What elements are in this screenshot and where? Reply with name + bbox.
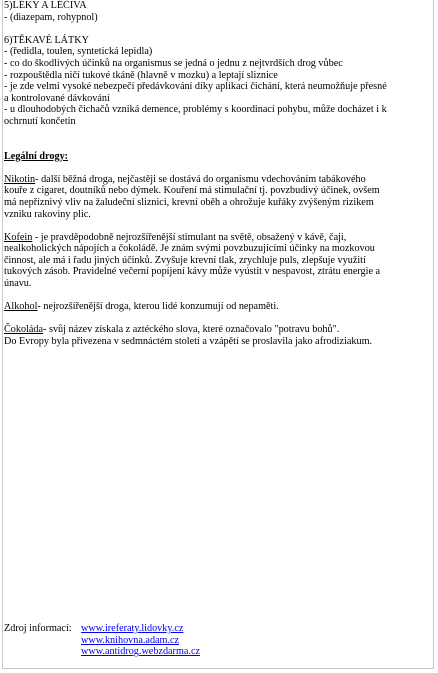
section-6-line: a kontrolované dávkování — [4, 92, 110, 104]
section-5-line: - (diazepam, rohypnol) — [4, 11, 98, 23]
kofein-line: tukových zásob. Pravidelné večerní popíjení kávy může vyústit v nespavost, ztrátu energie a — [4, 266, 381, 278]
nikotin-line: Nikotin- další běžná droga, nejčastěji se dostává do organismu vdechováním tabákového — [4, 173, 366, 185]
section-6-line: - je zde velmi vysoké nebezpečí předávkování díky aplikaci čichání, která neumožňuje přesné — [4, 81, 387, 93]
section-6-line: - co do škodlivých účinků na organismus se jedná o jednu z nejtvrdších drog vůbec — [4, 57, 343, 69]
section-5-title: 5)LÉKY A LÉČIVA — [4, 0, 87, 11]
sources-block — [4, 623, 424, 658]
nikotin-line: vzniku rakoviny plic. — [4, 208, 91, 220]
kofein-term: Kofein — [4, 231, 33, 243]
kofein-line: činnost, ale má i řadu jiných účinků. Zvyšuje krevní tlak, zrychluje puls, zlepšuje využití — [4, 254, 366, 266]
section-6-line: - rozpouštědla ničí tukové tkáně (hlavně v mozku) a leptají sliznice — [4, 69, 278, 81]
nikotin-line: má nepříznivý vliv na žaludeční sliznici, krevní oběh a ohrožuje kuřáky zvýšeným rizikem — [4, 196, 374, 208]
sources-label: Zdroj informací: — [4, 623, 72, 634]
kofein-line: Kofein - je pravděpodobně nejrozšířenější stimulant na světě, obsažený v kávě, čaji, — [4, 231, 347, 243]
alkohol-line: Alkohol- nejrozšířenější droga, kterou lidé konzumují od nepaměti. — [4, 301, 279, 313]
cokolada-term: Čokoláda — [4, 324, 44, 336]
kofein-line: únavu. — [4, 278, 32, 290]
section-6-line: ochrnutí končetin — [4, 115, 76, 127]
cokolada-line: Do Evropy byla přivezena v sedmnáctém století a vzápětí se proslavila jako afrodiziakum. — [4, 336, 373, 348]
source-link-knihovna[interactable]: www.knihovna.adam.cz — [81, 634, 180, 646]
section-6-title: 6)TĚKAVÉ LÁTKY — [4, 34, 89, 46]
section-6-line: - u dlouhodobých čichačů vzniká demence, problémy s koordinací pohybu, může docházet i k — [4, 104, 387, 116]
section-6-line: - (ředidla, toulen, syntetická lepidla) — [4, 46, 153, 58]
document-body — [4, 0, 434, 348]
nikotin-line: kouře z cigaret, doutníků nebo dýmek. Kouření má stimulační tj. povzbudivý účinek, ovšem — [4, 185, 380, 197]
legal-drugs-heading: Legální drogy: — [4, 150, 69, 162]
source-link-ireferaty[interactable]: www.ireferaty.lidovky.cz — [81, 623, 184, 634]
source-link-antidrog[interactable]: www.antidrog.webzdarma.cz — [81, 646, 200, 658]
alkohol-term: Alkohol — [4, 301, 38, 313]
kofein-line: nealkoholických nápojích a čokoládě. Je znám svými povzbuzujícími účinky na mozkovou — [4, 243, 375, 255]
nikotin-term: Nikotin — [4, 173, 36, 185]
cokolada-line: Čokoláda- svůj název získala z aztéckého slova, které označovalo "potravu bohů". — [4, 324, 340, 336]
